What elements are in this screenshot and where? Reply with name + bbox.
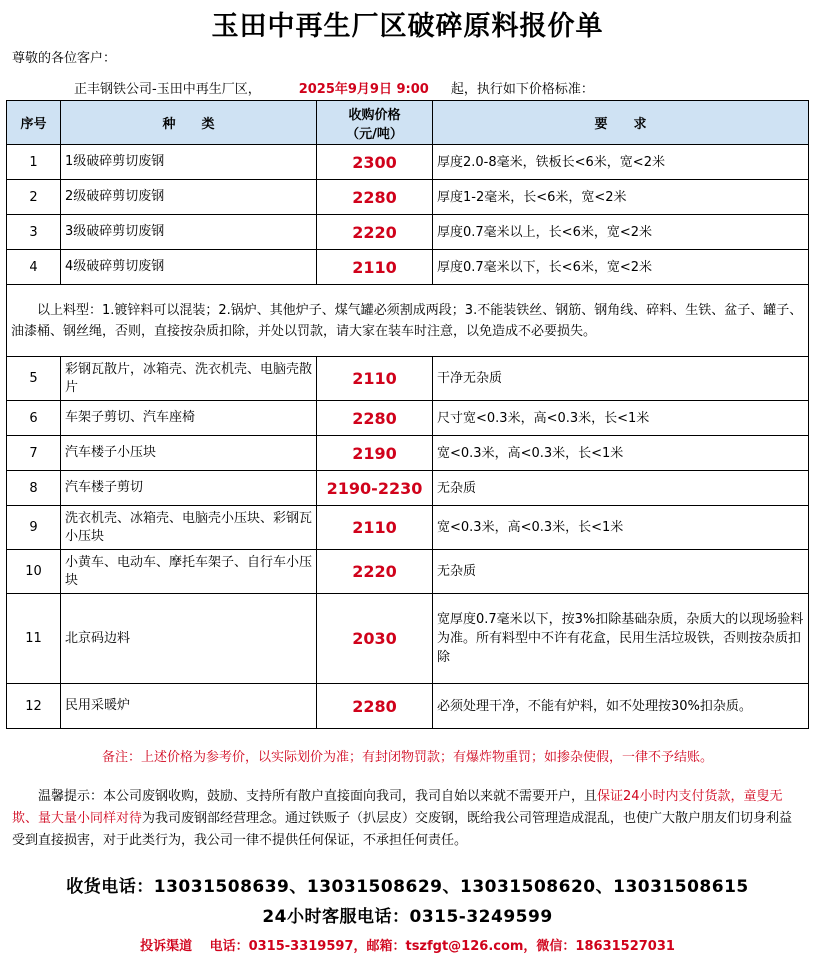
tip-highlight: 保证24小时内支付货款，童叟无欺、量大量小同样对待 xyxy=(12,789,783,826)
table-row xyxy=(7,401,809,436)
row-price: 2190 xyxy=(317,436,433,471)
row-price: 2300 xyxy=(317,145,433,180)
row-requirement: 尺寸宽<0.3米，高<0.3米，长<1米 xyxy=(433,401,809,436)
row-requirement: 宽<0.3米，高<0.3米，长<1米 xyxy=(433,436,809,471)
row-kind: 民用采暖炉 xyxy=(61,684,317,729)
material-note-text: 以上料型：1.镀锌料可以混装；2.锅炉、其他炉子、煤气罐必须割成两段；3.不能装铁丝、钢筋、钢角线、碎料、生铁、盆子、罐子、油漆桶、钢丝绳，否则，直接按杂质扣除，并处以罚款，请大家在装车时注意，以免造成不必要损失。 xyxy=(11,302,803,339)
row-price: 2110 xyxy=(317,250,433,285)
warm-tip xyxy=(12,786,802,852)
note-row xyxy=(7,285,809,357)
intro-line xyxy=(74,78,594,97)
greeting: 尊敬的各位客户： xyxy=(12,51,117,66)
row-price: 2030 xyxy=(317,594,433,684)
row-number: 7 xyxy=(7,436,61,471)
table-row xyxy=(7,594,809,684)
row-kind: 车架子剪切、汽车座椅 xyxy=(61,401,317,436)
table-row xyxy=(7,145,809,180)
receiving-phones: 收货电话：13031508639、13031508629、13031508620、13031508615 xyxy=(66,877,749,897)
row-number: 12 xyxy=(7,684,61,729)
row-price: 2110 xyxy=(317,357,433,401)
row-number: 11 xyxy=(7,594,61,684)
intro-company: 正丰钢铁公司-玉田中再生厂区， xyxy=(74,82,261,97)
header-seq: 序号 xyxy=(7,101,61,145)
table-row xyxy=(7,180,809,215)
row-price: 2110 xyxy=(317,506,433,550)
row-number: 8 xyxy=(7,471,61,506)
row-kind: 1级破碎剪切废钢 xyxy=(61,145,317,180)
row-requirement: 必须处理干净，不能有炉料，如不处理按30%扣杂质。 xyxy=(433,684,809,729)
header-price xyxy=(317,101,433,145)
row-price: 2220 xyxy=(317,215,433,250)
table-header-row xyxy=(7,101,809,145)
tip-text-2: 为我司废钢部经营理念。通过铁贩子（扒层皮）交废钢，既给我公司管理造成混乱，也使广大散户朋友们切身利益受到直接损害，对于此类行为，我公司一律不提供任何保证，不承担任何责任。 xyxy=(12,811,793,848)
intro-tail: 起，执行如下价格标准： xyxy=(450,82,594,97)
row-price: 2280 xyxy=(317,401,433,436)
row-number: 3 xyxy=(7,215,61,250)
row-requirement: 无杂质 xyxy=(433,550,809,594)
row-requirement: 宽<0.3米，高<0.3米，长<1米 xyxy=(433,506,809,550)
row-requirement: 厚度0.7毫米以上，长<6米，宽<2米 xyxy=(433,215,809,250)
row-kind: 汽车楼子小压块 xyxy=(61,436,317,471)
row-number: 1 xyxy=(7,145,61,180)
row-requirement: 无杂质 xyxy=(433,471,809,506)
row-requirement: 宽厚度0.7毫米以下，按3%扣除基础杂质，杂质大的以现场验料为准。所有料型中不许有花盒，民用生活垃圾铁，否则按杂质扣除 xyxy=(433,594,809,684)
table-row xyxy=(7,436,809,471)
page-title: 玉田中再生厂区破碎原料报价单 xyxy=(211,11,604,42)
complaint-channels: 投诉渠道 电话：0315-3319597，邮箱：tszfgt@126.com，微信：18631527031 xyxy=(140,939,675,954)
table-row xyxy=(7,550,809,594)
table-row xyxy=(7,471,809,506)
row-kind: 4级破碎剪切废钢 xyxy=(61,250,317,285)
row-number: 5 xyxy=(7,357,61,401)
row-kind: 2级破碎剪切废钢 xyxy=(61,180,317,215)
row-number: 2 xyxy=(7,180,61,215)
row-price: 2280 xyxy=(317,180,433,215)
table-row xyxy=(7,250,809,285)
row-number: 10 xyxy=(7,550,61,594)
price-table xyxy=(6,100,809,729)
row-kind: 3级破碎剪切废钢 xyxy=(61,215,317,250)
row-number: 4 xyxy=(7,250,61,285)
tip-text-1: 温馨提示：本公司废钢收购，鼓励、支持所有散户直接面向我司，我司自始以来就不需要开户，且 xyxy=(38,789,598,804)
row-kind: 小黄车、电动车、摩托车架子、自行车小压块 xyxy=(61,550,317,594)
row-price: 2190-2230 xyxy=(317,471,433,506)
row-price: 2220 xyxy=(317,550,433,594)
row-kind: 彩钢瓦散片，冰箱壳、洗衣机壳、电脑壳散片 xyxy=(61,357,317,401)
row-number: 6 xyxy=(7,401,61,436)
row-requirement: 厚度2.0-8毫米，铁板长<6米，宽<2米 xyxy=(433,145,809,180)
table-row xyxy=(7,506,809,550)
header-price-line2: （元/吨） xyxy=(346,126,403,142)
header-kind: 种 类 xyxy=(61,101,317,145)
row-kind: 洗衣机壳、冰箱壳、电脑壳小压块、彩钢瓦小压块 xyxy=(61,506,317,550)
row-kind: 北京码边料 xyxy=(61,594,317,684)
service-phone: 24小时客服电话：0315-3249599 xyxy=(262,907,553,927)
table-row xyxy=(7,215,809,250)
row-number: 9 xyxy=(7,506,61,550)
header-requirement: 要 求 xyxy=(433,101,809,145)
table-row xyxy=(7,684,809,729)
table-row xyxy=(7,357,809,401)
row-price: 2280 xyxy=(317,684,433,729)
row-kind: 汽车楼子剪切 xyxy=(61,471,317,506)
row-requirement: 厚度0.7毫米以下，长<6米，宽<2米 xyxy=(433,250,809,285)
row-requirement: 干净无杂质 xyxy=(433,357,809,401)
header-price-line1: 收购价格 xyxy=(348,107,401,123)
row-requirement: 厚度1-2毫米，长<6米，宽<2米 xyxy=(433,180,809,215)
material-note xyxy=(7,285,809,357)
remark-note: 备注：上述价格为参考价，以实际划价为准；有封闭物罚款；有爆炸物重罚；如掺杂使假，一律不予结账。 xyxy=(101,750,713,765)
effective-date: 2025年9月9日 9:00 xyxy=(298,82,429,97)
